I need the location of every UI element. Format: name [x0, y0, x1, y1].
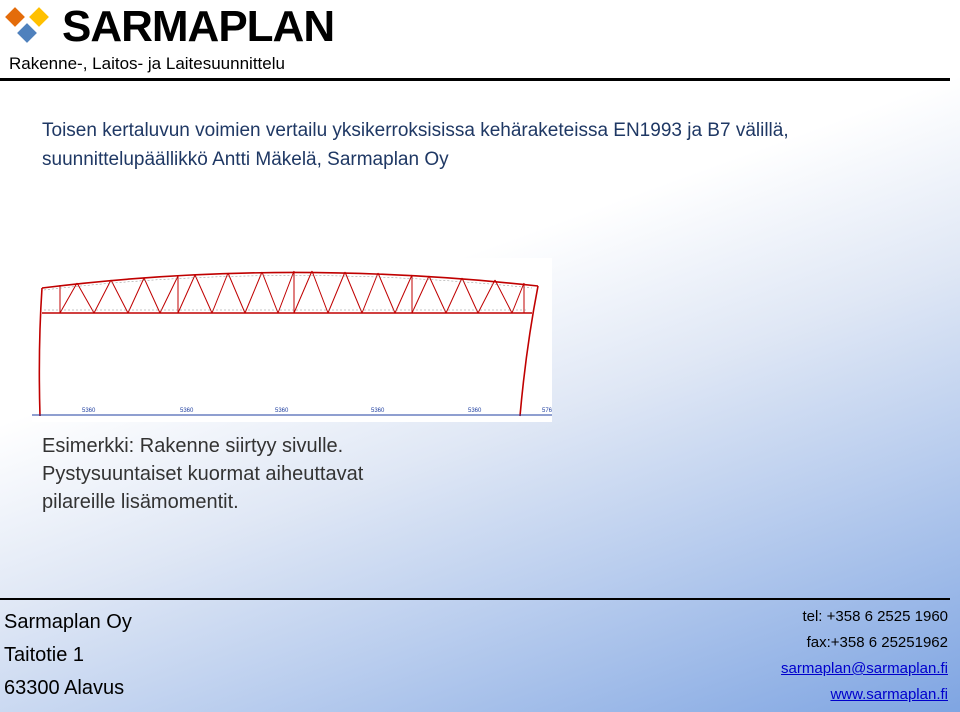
- footer-fax: fax:+358 6 25251962: [806, 634, 948, 651]
- footer-web-link[interactable]: www.sarmaplan.fi: [830, 686, 948, 703]
- brand-logo-text: SARMAPLAN: [62, 2, 335, 51]
- caption-line-2: Pystysuuntaiset kuormat aiheuttavat: [42, 463, 364, 485]
- dimension-label: 5360: [275, 408, 289, 414]
- logo-orange-diamond: [5, 7, 25, 27]
- footer-address: [4, 606, 132, 705]
- title-line-1: Toisen kertaluvun voimien vertailu yksikerroksisissa kehäraketeissa EN1993 ja B7 välillä,: [42, 120, 789, 141]
- logo-blue-diamond: [17, 23, 37, 43]
- title-line-2: suunnittelupäällikkö Antti Mäkelä, Sarmaplan Oy: [42, 149, 449, 170]
- frame-diagram: [32, 258, 552, 422]
- right-column: [520, 286, 538, 416]
- caption: [42, 432, 363, 516]
- dimension-label: 5360: [180, 408, 194, 414]
- footer-email-link[interactable]: sarmaplan@sarmaplan.fi: [781, 660, 948, 677]
- slide-title: [42, 116, 922, 174]
- footer-contact: [781, 604, 948, 708]
- header-divider: [0, 78, 950, 81]
- caption-line-3: pilareille lisämomentit.: [42, 491, 239, 513]
- caption-line-1: Esimerkki: Rakenne siirtyy sivulle.: [42, 435, 344, 457]
- truss-frame-drawing: [32, 258, 552, 422]
- footer-divider: [0, 598, 950, 600]
- dimension-label: 5360: [82, 408, 96, 414]
- logo-yellow-diamond: [29, 7, 49, 27]
- dimension-labels: [82, 408, 552, 414]
- truss-web: [60, 271, 524, 313]
- dimension-label: 5360: [468, 408, 482, 414]
- footer-city: 63300 Alavus: [4, 677, 125, 699]
- footer-street: Taitotie 1: [4, 644, 85, 666]
- footer-company: Sarmaplan Oy: [4, 611, 132, 633]
- dimension-label: 576: [542, 408, 552, 414]
- left-column: [39, 288, 42, 416]
- tagline: Rakenne-, Laitos- ja Laitesuunnittelu: [9, 54, 285, 73]
- footer-tel: tel: +358 6 2525 1960: [802, 608, 948, 625]
- dimension-label: 5360: [371, 408, 385, 414]
- logo-icon: [4, 6, 56, 46]
